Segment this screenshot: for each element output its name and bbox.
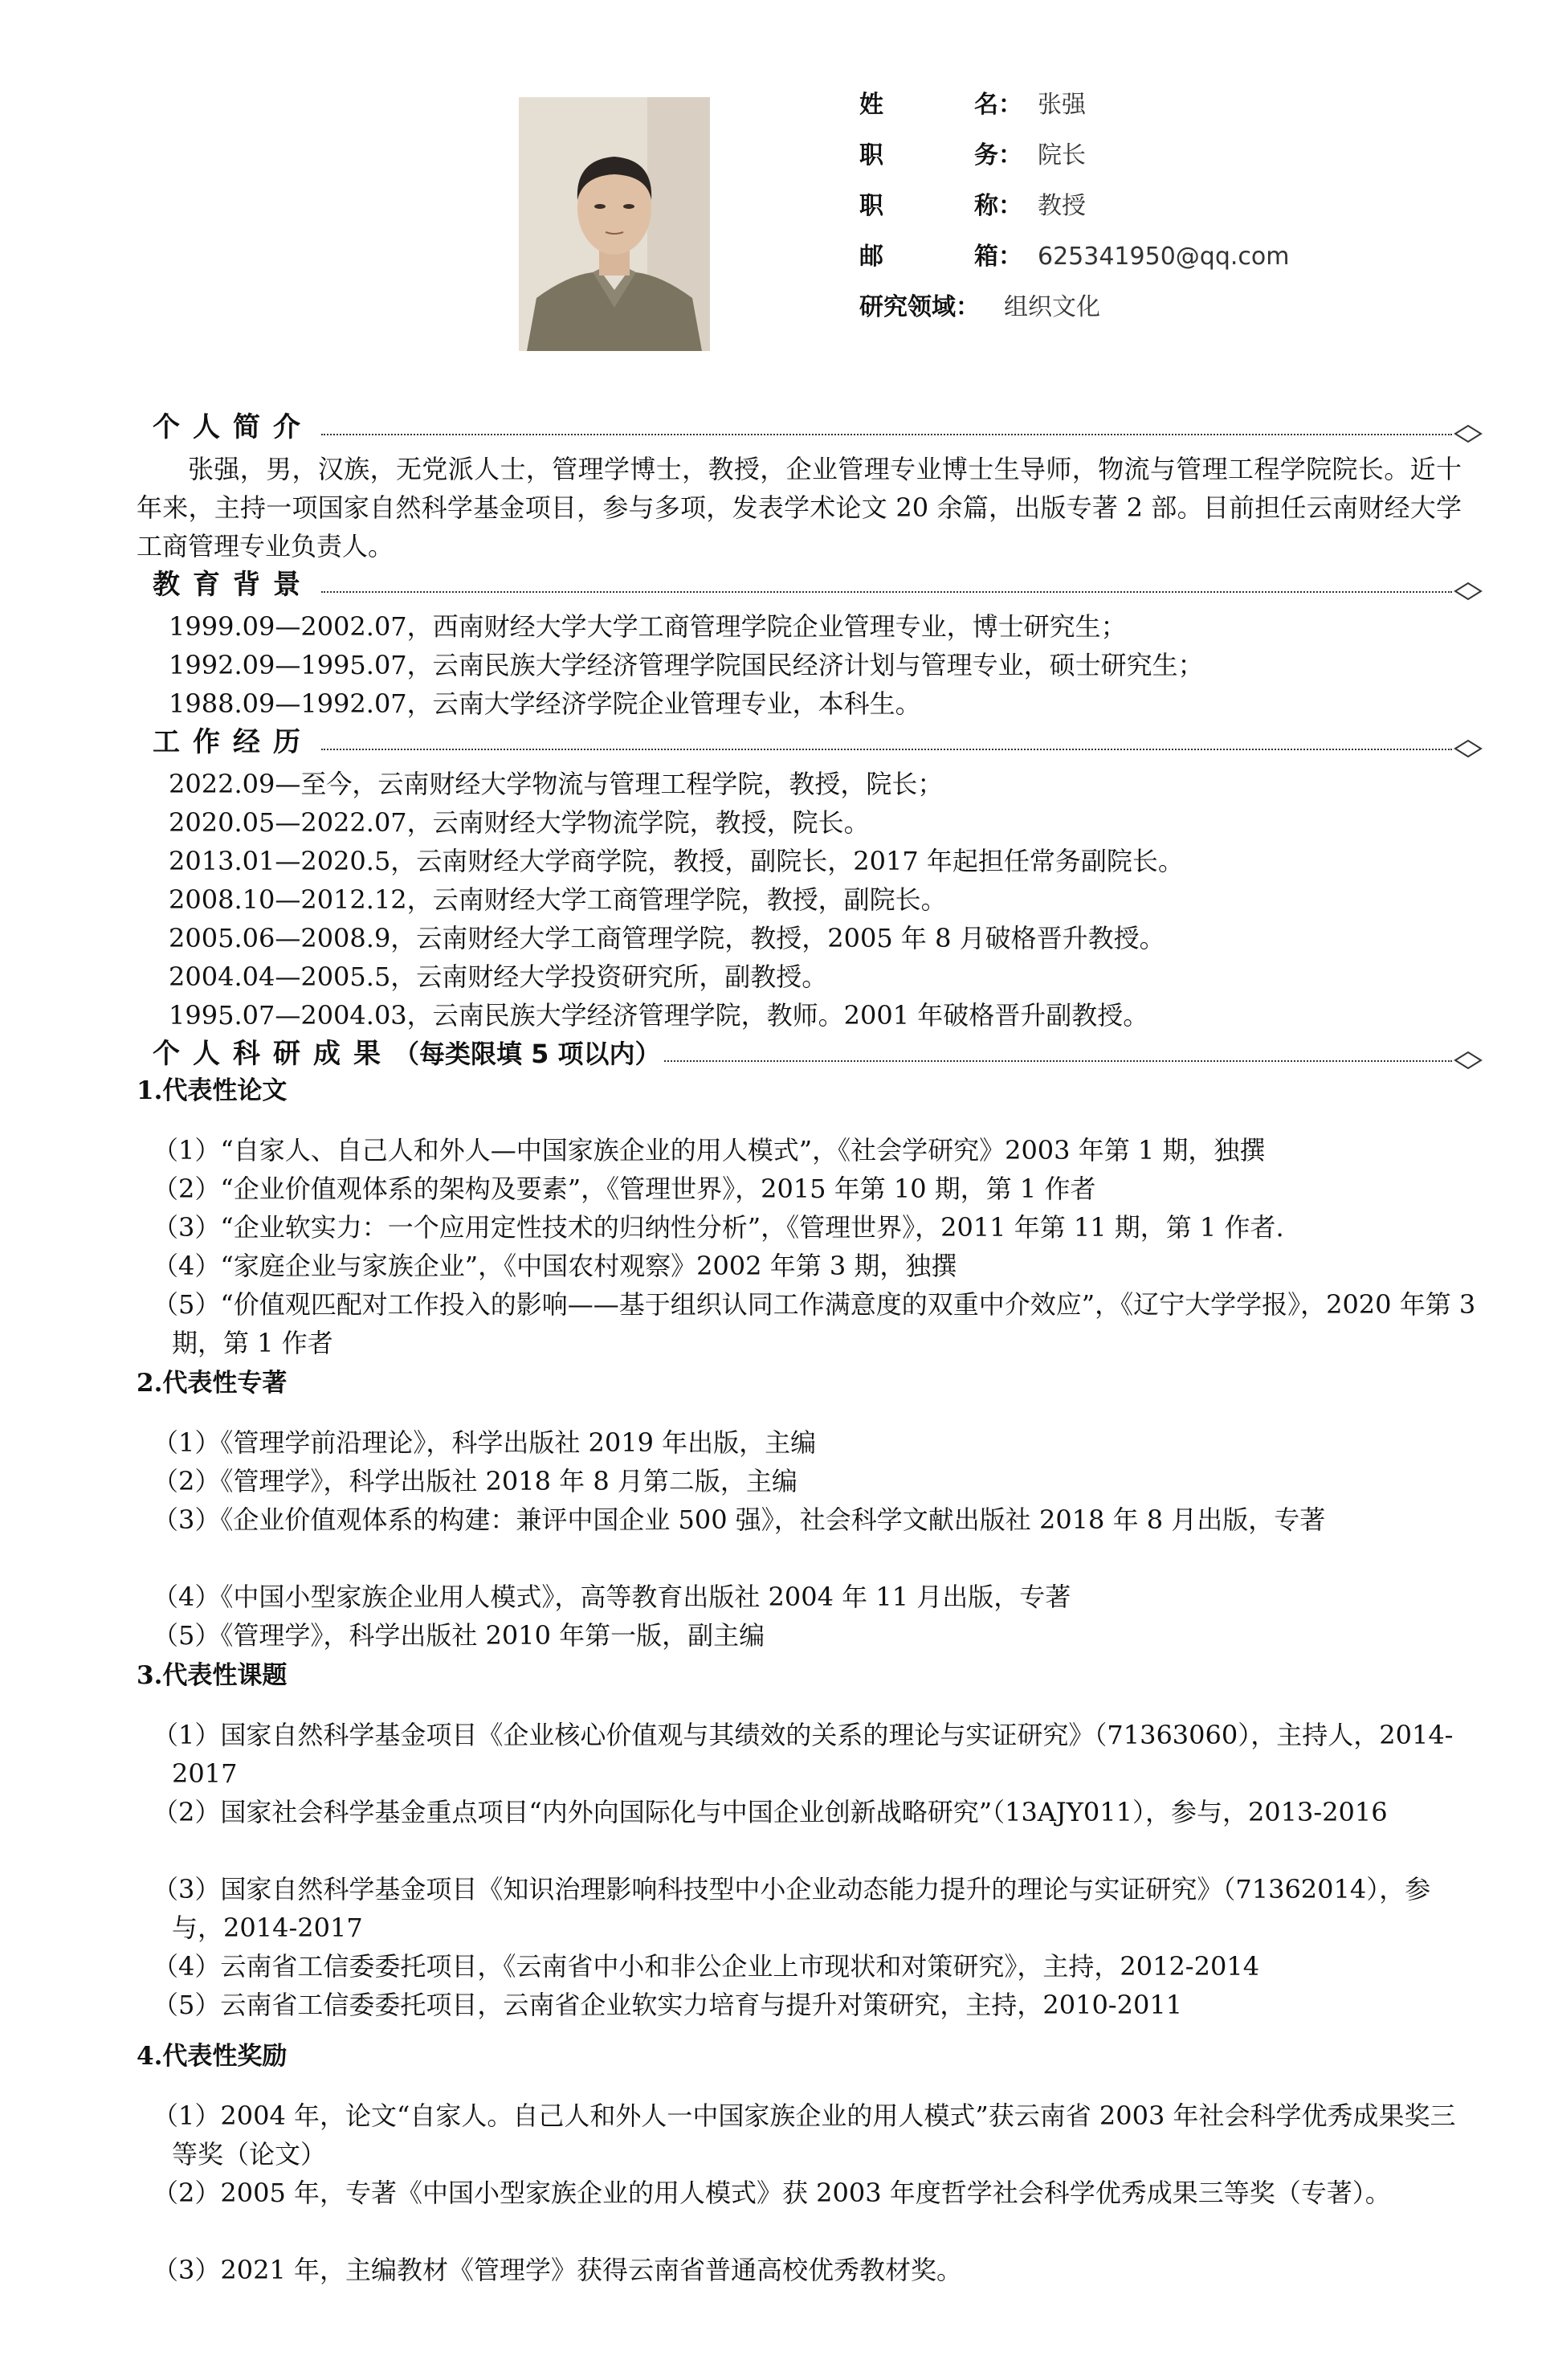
section-divider: [659, 1060, 1452, 1062]
name-value: 张强: [1038, 91, 1086, 119]
profile-photo: [519, 97, 710, 351]
rank-label: 职: [859, 192, 883, 220]
position-label: 职: [859, 141, 883, 169]
paper-item: （1）“自家人、自己人和外人—中国家族企业的用人模式”，《社会学研究》2003 年第 1 期，独撰: [153, 1135, 1266, 1166]
section-header-education: [153, 567, 1486, 602]
paper-item: （2）“企业价值观体系的架构及要素”，《管理世界》，2015 年第 10 期，第 1 作者: [153, 1174, 1096, 1204]
email-label-colon: 箱：: [974, 243, 1022, 271]
books-heading: 2.代表性专著: [137, 1369, 288, 1398]
awards-heading: 4.代表性奖励: [137, 2042, 288, 2071]
projects-heading: 3.代表性课题: [137, 1661, 288, 1690]
diamond-icon: [1454, 737, 1483, 760]
research-title-text: 个人科研成果: [153, 1038, 394, 1070]
work-item: 2020.05—2022.07，云南财经大学物流学院，教授，院长。: [169, 807, 870, 838]
book-item: （2）《管理学》，科学出版社 2018 年 8 月第二版，主编: [153, 1466, 797, 1496]
field-label: 研究领域：: [859, 293, 980, 321]
position-value: 院长: [1038, 141, 1086, 169]
name-label: 姓: [859, 91, 883, 119]
paper-item: （4）“家庭企业与家族企业”，《中国农村观察》2002 年第 3 期，独撰: [153, 1251, 957, 1281]
field-value: 组织文化: [1004, 293, 1100, 321]
education-item: 1999.09—2002.07，西南财经大学大学工商管理学院企业管理专业，博士研究生；: [169, 611, 1127, 642]
work-item: 1995.07—2004.03，云南民族大学经济管理学院，教师。2001 年破格晋升副教授。: [169, 1000, 1149, 1031]
email-value[interactable]: 625341950@qq.com: [1038, 243, 1290, 271]
position-label-colon: 务：: [974, 141, 1022, 169]
award-item: （2）2005 年，专著《中国小型家族企业的用人模式》获 2003 年度哲学社会科学优秀成果三等奖（专著）。: [153, 2178, 1391, 2208]
section-header-intro: [153, 410, 1486, 445]
award-item: （3）2021 年，主编教材《管理学》获得云南省普通高校优秀教材奖。: [153, 2255, 962, 2285]
award-item: （1）2004 年，论文“自家人。自己人和外人一中国家族企业的用人模式”获云南省 2003 年社会科学优秀成果奖三等奖（论文）: [153, 2100, 1456, 2170]
section-title-work: 工作经历: [153, 725, 316, 760]
research-title-note: （每类限填 5 项以内）: [394, 1039, 661, 1069]
education-item: 1988.09—1992.07，云南大学经济学院企业管理专业，本科生。: [169, 688, 921, 719]
diamond-icon: [1454, 423, 1483, 445]
section-divider: [321, 434, 1452, 435]
rank-label-colon: 称：: [974, 192, 1022, 220]
project-item: （1）国家自然科学基金项目《企业核心价值观与其绩效的关系的理论与实证研究》（71363060），主持人，2014-2017: [153, 1720, 1454, 1789]
email-label: 邮: [859, 243, 883, 271]
papers-heading: 1.代表性论文: [137, 1076, 288, 1105]
work-item: 2022.09—至今，云南财经大学物流与管理工程学院，教授，院长；: [169, 769, 944, 799]
book-item: （4）《中国小型家族企业用人模式》，高等教育出版社 2004 年 11 月出版，专著: [153, 1582, 1071, 1612]
book-item: （1）《管理学前沿理论》，科学出版社 2019 年出版，主编: [153, 1427, 817, 1458]
education-item: 1992.09—1995.07，云南民族大学经济管理学院国民经济计划与管理专业，硕士研究生；: [169, 650, 1204, 680]
intro-paragraph: 张强，男，汉族，无党派人士，管理学博士，教授，企业管理专业博士生导师，物流与管理工程学院院长。近十年来，主持一项国家自然科学基金项目，参与多项，发表学术论文 20 余篇，出版专著 2 部。目前担任云南财经大学工商管理专业负责人。: [137, 454, 1462, 561]
section-title-education: 教育背景: [153, 567, 316, 602]
diamond-icon: [1454, 1049, 1483, 1072]
project-item: （3）国家自然科学基金项目《知识治理影响科技型中小企业动态能力提升的理论与实证研究》（71362014），参与，2014-2017: [153, 1874, 1431, 1943]
book-item: （3）《企业价值观体系的构建：兼评中国企业 500 强》，社会科学文献出版社 2018 年 8 月出版，专著: [153, 1504, 1326, 1535]
book-item: （5）《管理学》，科学出版社 2010 年第一版，副主编: [153, 1620, 765, 1651]
section-header-work: [153, 725, 1486, 760]
section-header-research: [153, 1036, 1486, 1072]
name-label-colon: 名：: [974, 91, 1022, 119]
section-title-research: [153, 1036, 664, 1072]
paper-item: （5）“价值观匹配对工作投入的影响——基于组织认同工作满意度的双重中介效应”，《辽宁大学学报》，2020 年第 3 期，第 1 作者: [153, 1289, 1476, 1358]
work-item: 2004.04—2005.5，云南财经大学投资研究所，副教授。: [169, 961, 828, 992]
section-divider: [321, 591, 1452, 593]
work-item: 2013.01—2020.5，云南财经大学商学院，教授，副院长，2017 年起担任常务副院长。: [169, 846, 1184, 876]
rank-value: 教授: [1038, 192, 1086, 220]
project-item: （5）云南省工信委委托项目，云南省企业软实力培育与提升对策研究，主持，2010-2011: [153, 1990, 1183, 2020]
section-title-intro: 个人简介: [153, 410, 316, 445]
section-divider: [321, 749, 1452, 750]
diamond-icon: [1454, 580, 1483, 602]
paper-item: （3）“企业软实力：一个应用定性技术的归纳性分析”，《管理世界》，2011 年第 11 期，第 1 作者.: [153, 1212, 1284, 1243]
project-item: （2）国家社会科学基金重点项目“内外向国际化与中国企业创新战略研究”（13AJY011），参与，2013-2016: [153, 1797, 1388, 1827]
work-item: 2005.06—2008.9，云南财经大学工商管理学院，教授，2005 年 8 月破格晋升教授。: [169, 923, 1165, 953]
work-item: 2008.10—2012.12，云南财经大学工商管理学院，教授，副院长。: [169, 884, 947, 915]
project-item: （4）云南省工信委委托项目，《云南省中小和非公企业上市现状和对策研究》，主持，2012-2014: [153, 1951, 1260, 1982]
